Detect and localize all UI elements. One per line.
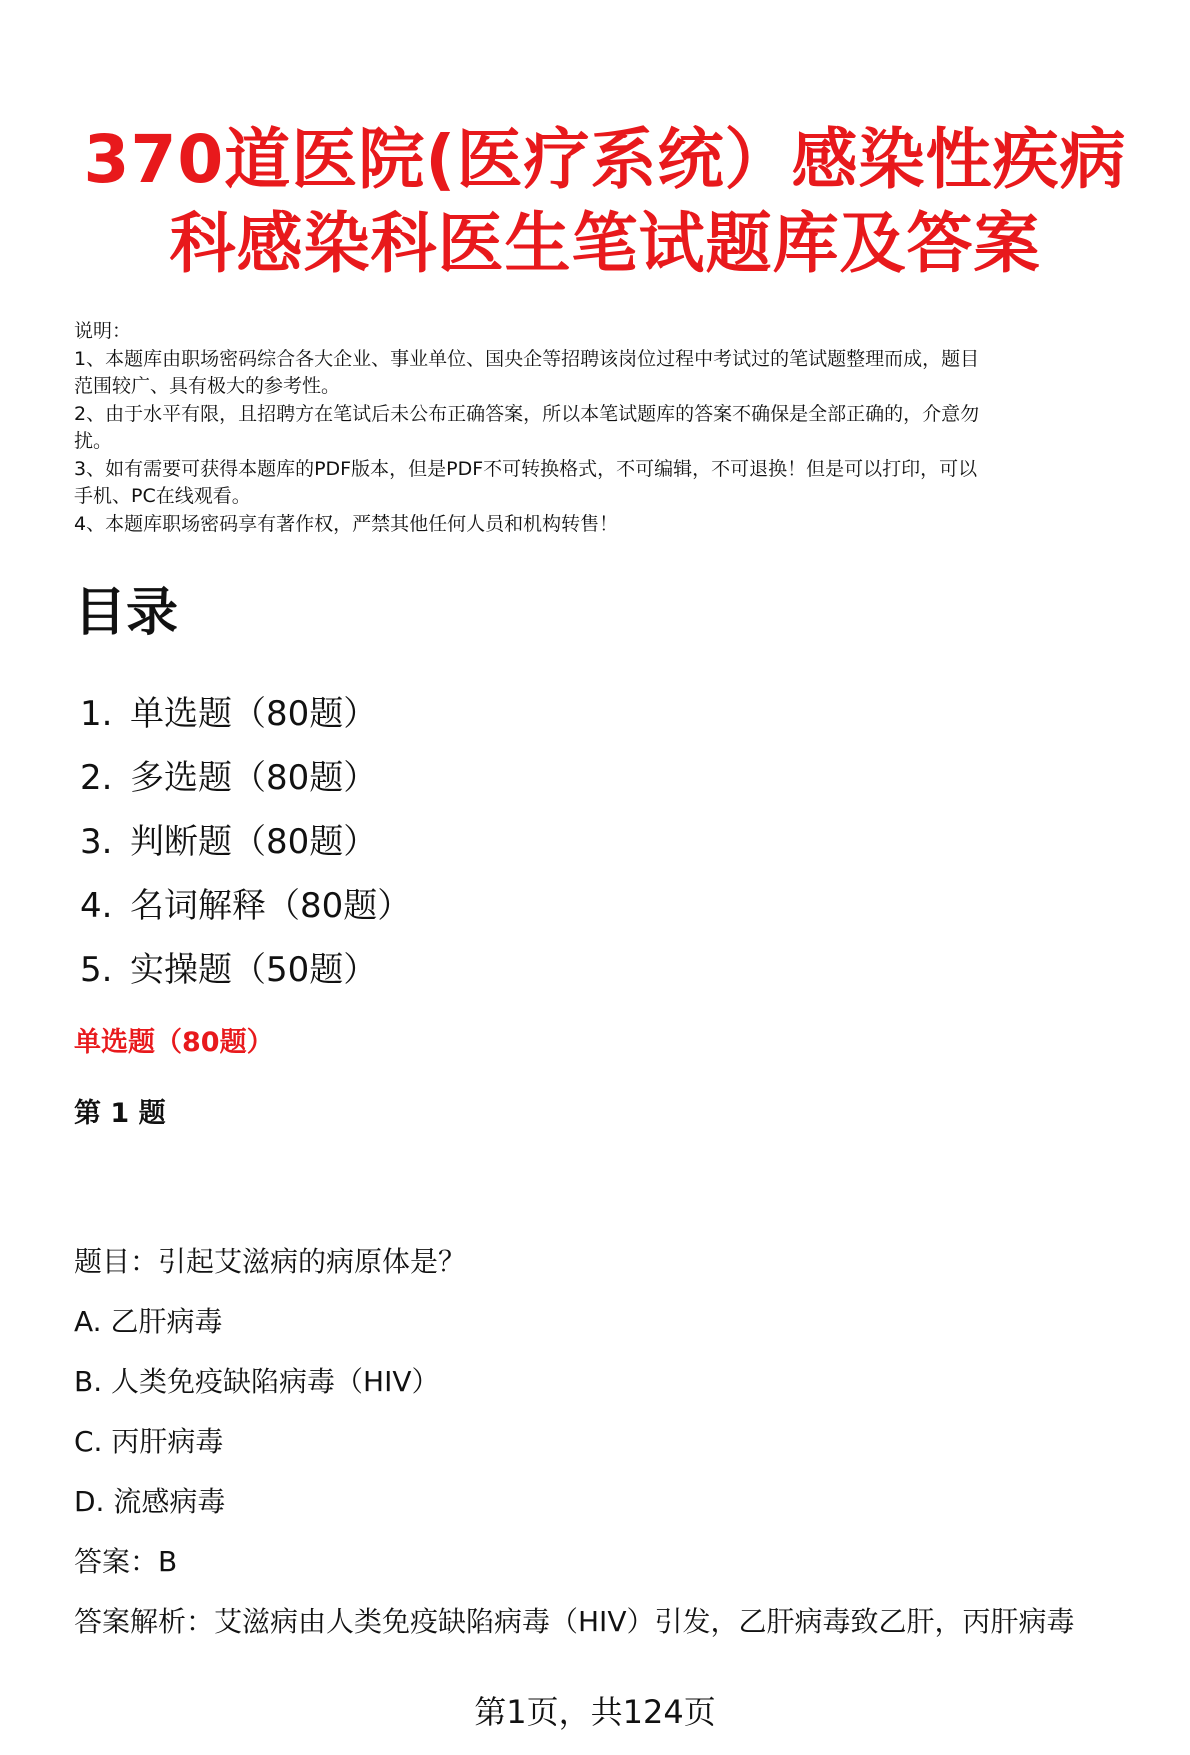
document-title xyxy=(80,118,1130,286)
title-line-1: 370道医院(医疗系统）感染性疾病 xyxy=(83,121,1127,198)
toc-item-label: 单选题（80题） xyxy=(130,694,378,734)
toc-item-label: 名词解释（80题） xyxy=(130,886,412,926)
notes-line: 2、由于水平有限，且招聘方在笔试后未公布正确答案，所以本笔试题库的答案不确保是全部正确的，介意勿 xyxy=(74,402,980,425)
toc-item-number: 1. xyxy=(80,694,113,734)
question-number: 第 1 题 xyxy=(74,1098,166,1129)
page-footer: 第1页，共124页 xyxy=(474,1693,716,1731)
toc-item-number: 3. xyxy=(80,822,113,862)
toc-item[interactable] xyxy=(80,746,411,810)
notes-line: 手机、PC在线观看。 xyxy=(74,485,251,507)
notes-section xyxy=(74,318,1154,538)
toc-heading: 目录 xyxy=(74,583,179,643)
toc-item[interactable] xyxy=(80,874,411,938)
toc-item[interactable] xyxy=(80,682,411,746)
notes-line: 4、本题库职场密码享有著作权，严禁其他任何人员和机构转售！ xyxy=(74,512,619,535)
toc-item-label: 实操题（50题） xyxy=(130,950,378,990)
toc-item[interactable] xyxy=(80,810,411,874)
question-stem: 题目：引起艾滋病的病原体是？ xyxy=(74,1245,467,1278)
table-of-contents xyxy=(80,682,411,1002)
answer-explanation: 答案解析：艾滋病由人类免疫缺陷病毒（HIV）引发，乙肝病毒致乙肝，丙肝病毒 xyxy=(74,1605,1075,1638)
notes-line: 1、本题库由职场密码综合各大企业、事业单位、国央企等招聘该岗位过程中考试过的笔试题整理而成，题目 xyxy=(74,347,980,370)
notes-heading: 说明： xyxy=(74,320,132,342)
section-heading: 单选题（80题） xyxy=(74,1027,274,1058)
notes-line: 3、如有需要可获得本题库的PDF版本，但是PDF不可转换格式，不可编辑，不可退换！但是可以打印，可以 xyxy=(74,457,978,480)
toc-item[interactable] xyxy=(80,938,411,1002)
title-line-2: 科感染科医生笔试题库及答案 xyxy=(169,205,1041,282)
toc-item-number: 2. xyxy=(80,758,113,798)
answer: 答案：B xyxy=(74,1545,178,1578)
toc-item-label: 判断题（80题） xyxy=(130,822,378,862)
option-d: D. 流感病毒 xyxy=(74,1485,226,1518)
option-b: B. 人类免疫缺陷病毒（HIV） xyxy=(74,1365,440,1398)
question-body xyxy=(74,1242,1144,1662)
toc-item-number: 5. xyxy=(80,950,113,990)
option-a: A. 乙肝病毒 xyxy=(74,1305,223,1338)
toc-item-label: 多选题（80题） xyxy=(130,758,378,798)
toc-item-number: 4. xyxy=(80,886,113,926)
option-c: C. 丙肝病毒 xyxy=(74,1425,224,1458)
notes-line: 扰。 xyxy=(74,430,113,452)
notes-line: 范围较广、具有极大的参考性。 xyxy=(74,375,341,397)
